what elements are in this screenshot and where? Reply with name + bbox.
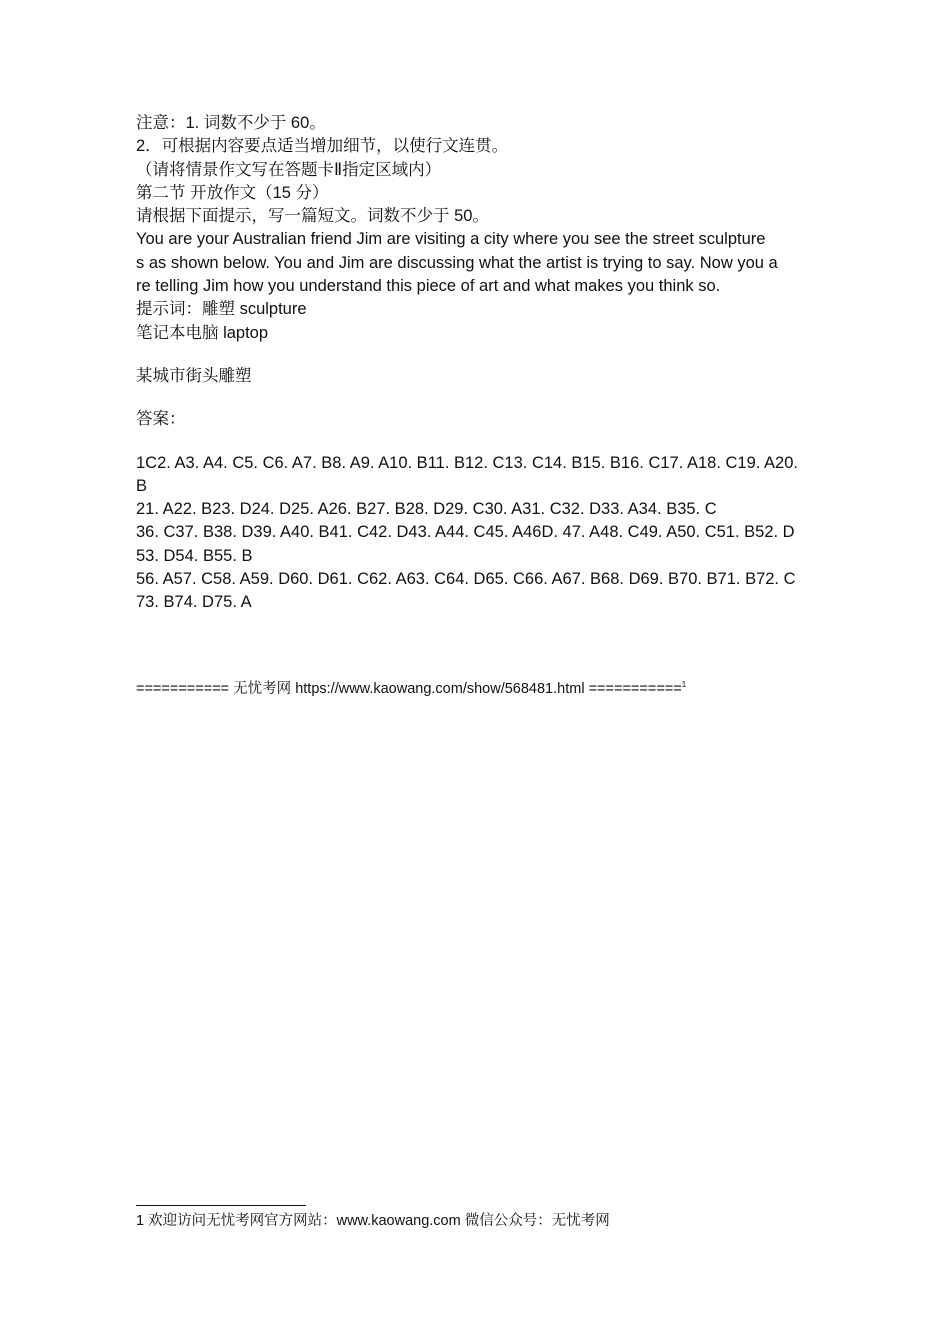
answer-line: 73. B74. D75. A [136,593,252,612]
answer-line: B [136,476,148,495]
footnote-text: 1 欢迎访问无忧考网官方网站：www.kaowang.com 微信公众号：无忧考网 [136,1213,610,1229]
note-line-3: （请将情景作文写在答题卡Ⅱ指定区域内） [136,160,442,179]
prompt-line-1: You are your Australian friend Jim are visiting a city where you see the street sculpture [136,230,766,249]
source-separator [136,675,686,699]
hint-line-1: 提示词：雕塑 sculpture [136,300,307,319]
prompt-line-2: s as shown below. You and Jim are discussing what the artist is trying to say. Now you a [136,253,778,272]
note-line-2: 2．可根据内容要点适当增加细节，以使行文连贯。 [136,137,509,156]
prompt-line-3: re telling Jim how you understand this piece of art and what makes you think so. [136,277,721,296]
document-body [136,112,816,615]
image-caption: 某城市街头雕塑 [136,366,252,385]
answer-line: 21. A22. B23. D24. D25. A26. B27. B28. D29. C30. A31. C32. D33. A34. B35. C [136,500,717,519]
section-heading: 第二节 开放作文（15 分） [136,183,329,202]
note-line-1: 注意：1. 词数不少于 60。 [136,114,326,132]
footnote-mark: 1 [681,680,687,689]
footnote-divider [136,1205,306,1206]
answer-line: 1C2. A3. A4. C5. C6. A7. B8. A9. A10. B11. B12. C13. C14. B15. B16. C17. A18. C19. A20. [136,453,798,472]
answer-line: 36. C37. B38. D39. A40. B41. C42. D43. A44. C45. A46D. 47. A48. C49. A50. C51. B52. D [136,523,795,542]
answer-key [136,452,816,615]
answer-line: 56. A57. C58. A59. D60. D61. C62. A63. C64. D65. C66. A67. B68. D69. B70. B71. B72. C [136,570,796,589]
section-instruction: 请根据下面提示，写一篇短文。词数不少于 50。 [136,207,489,226]
source-separator-text: =========== 无忧考网 https://www.kaowang.com/show/568481.html =========== [136,680,682,697]
answer-line: 53. D54. B55. B [136,546,253,565]
answers-label: 答案： [136,410,186,429]
hint-line-2: 笔记本电脑 laptop [136,323,269,342]
